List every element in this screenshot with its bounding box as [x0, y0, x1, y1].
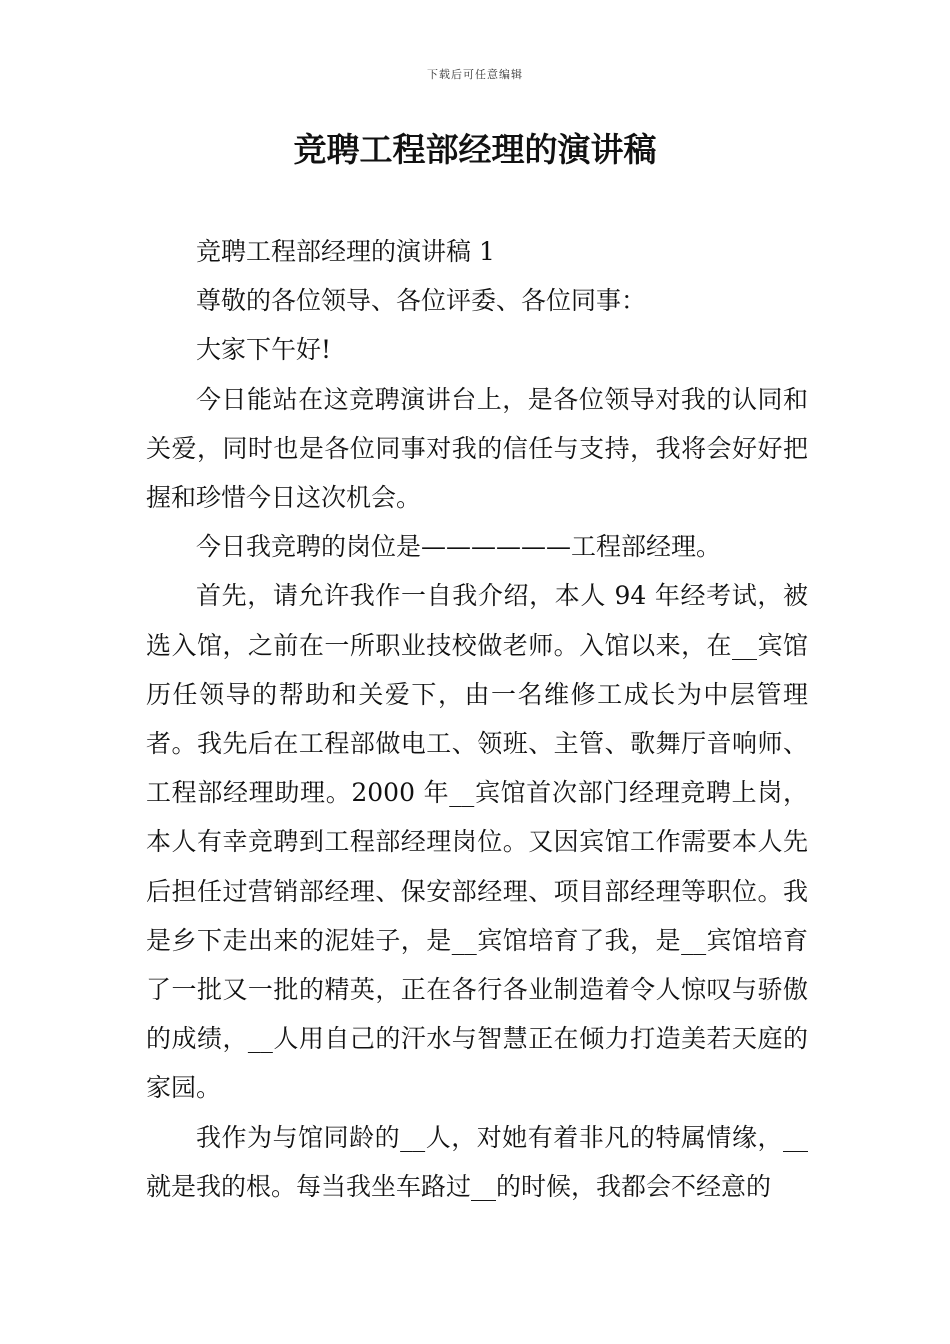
paragraph-greeting: 大家下午好! [196, 335, 332, 365]
paragraph: 我作为与馆同龄的__人，对她有着非凡的特属情缘，__就是我的根。每当我坐车路过__的时候，我都会不经意的 [146, 1122, 808, 1201]
document-title: 竞聘工程部经理的演讲稿 [293, 130, 657, 169]
paragraph: 首先，请允许我作一自我介绍，本人 94 年经考试，被选入馆，之前在一所职业技校做老师。入馆以来，在__宾馆历任领导的帮助和关爱下，由一名维修工成长为中层管理者。我先后在工程部做电工、领班、主管、歌舞厅音响师、工程部经理助理。2000 年__宾馆首次部门经理竞聘上岗，本人有幸竞聘到工程部经理岗位。又因宾馆工作需要本人先后担任过营销部经理、保安部经理、项目部经理等职位。我是乡下走出来的泥娃子，是__宾馆培育了我，是__宾馆培育了一批又一批的精英，正在各行各业制造着令人惊叹与骄傲的成绩，__人用自己的汗水与智慧正在倾力打造美若天庭的家园。 [146, 581, 808, 1103]
document-body [146, 227, 808, 1211]
paragraph-salutation: 尊敬的各位领导、各位评委、各位同事： [196, 286, 647, 316]
header-note: 下载后可任意编辑 [427, 68, 523, 81]
paragraph: 今日我竞聘的岗位是——————工程部经理。 [196, 532, 722, 562]
paragraph-heading: 竞聘工程部经理的演讲稿 1 [196, 237, 495, 266]
paragraph: 今日能站在这竞聘演讲台上，是各位领导对我的认同和关爱，同时也是各位同事对我的信任与支持，我将会好好把握和珍惜今日这次机会。 [146, 384, 808, 513]
